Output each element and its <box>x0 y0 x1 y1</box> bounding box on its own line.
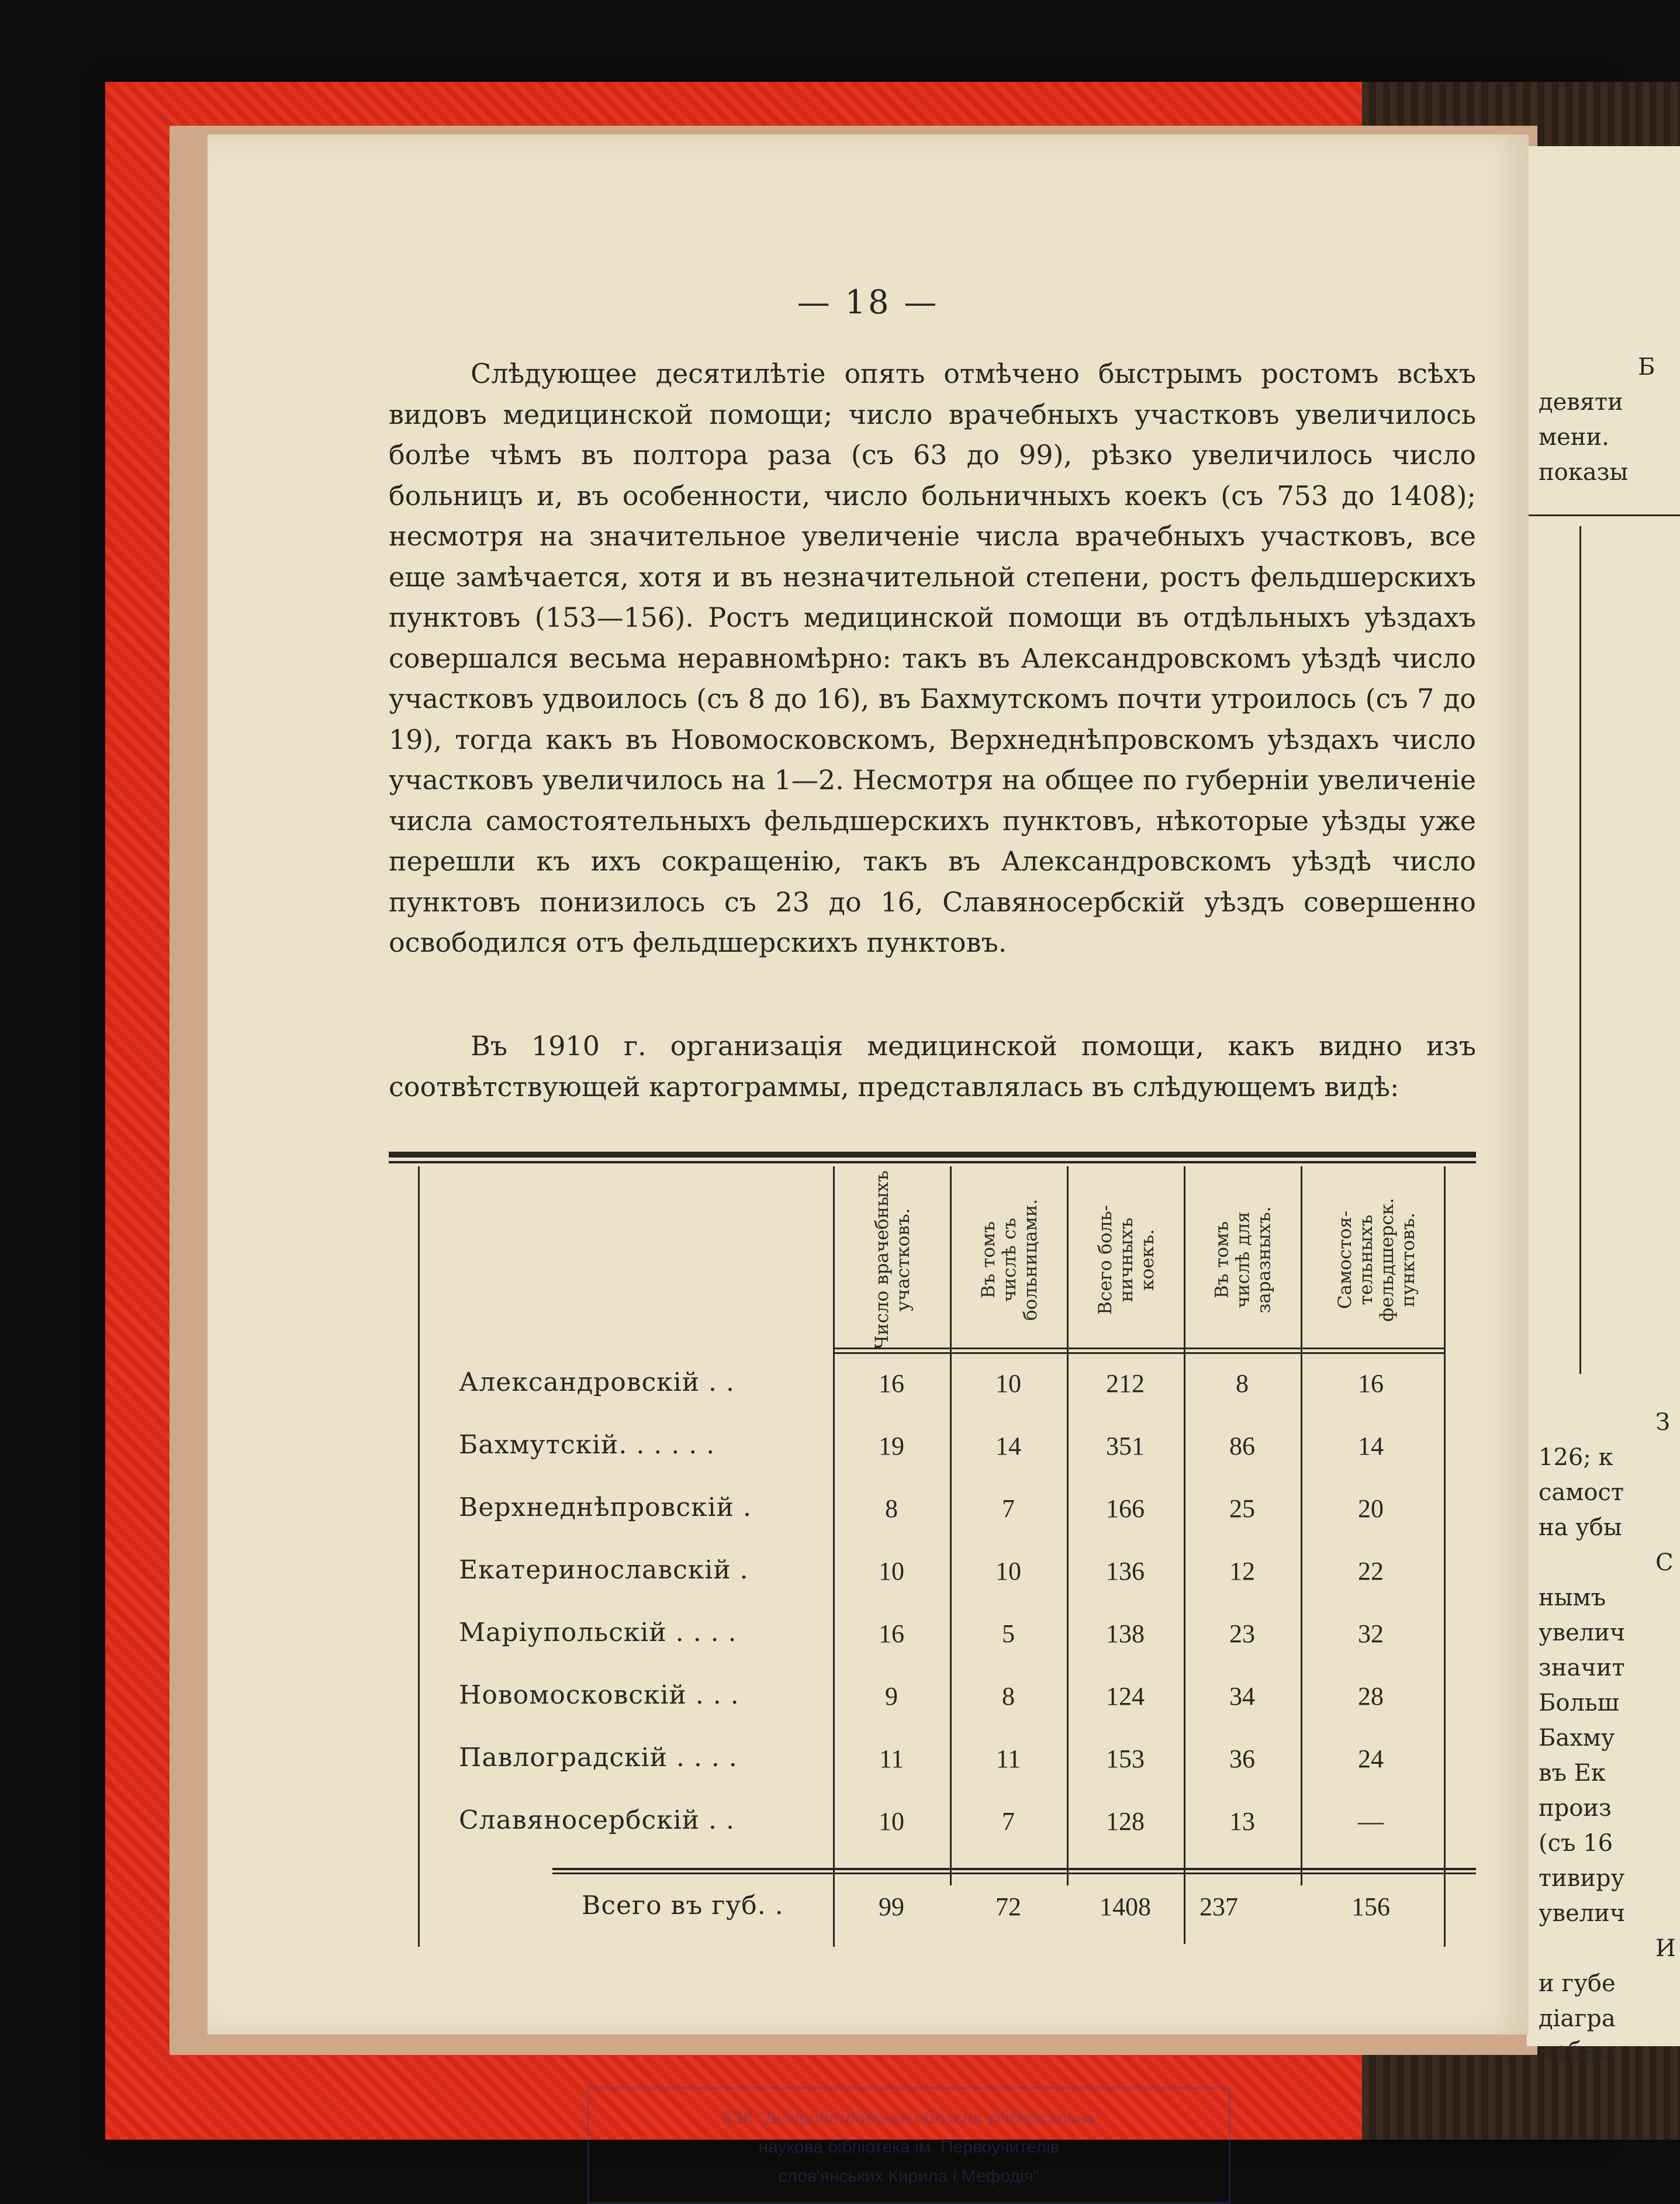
cell: — <box>1358 1807 1384 1836</box>
column-header-hospital-beds: Всего боль- ничныхъ коекъ. <box>1095 1205 1158 1315</box>
cell: 16 <box>1358 1369 1384 1398</box>
book-page <box>208 134 1529 2186</box>
header-rule <box>833 1348 1444 1349</box>
cell: 11 <box>879 1744 904 1773</box>
cell: 10 <box>879 1557 904 1585</box>
column-header-infectious-beds: Въ томъ числѣ для заразныхъ. <box>1212 1206 1275 1314</box>
right-line: чебны <box>1539 2037 1616 2064</box>
right-line: девяти <box>1539 389 1623 416</box>
district-name: Маріупольскій . . . . <box>459 1618 737 1647</box>
cell: 19 <box>879 1432 904 1460</box>
right-line: Больш <box>1539 1690 1619 1716</box>
cell: 9 <box>885 1682 898 1711</box>
cell: 8 <box>885 1494 898 1523</box>
right-line: нымъ <box>1539 1584 1606 1611</box>
library-stamp <box>587 2087 1230 2204</box>
cell: 25 <box>1229 1494 1255 1523</box>
page-number: — 18 — <box>797 284 939 322</box>
cell: 124 <box>1106 1682 1145 1711</box>
cell: 10 <box>995 1369 1021 1398</box>
right-line: увелич <box>1539 1619 1626 1646</box>
cell: 28 <box>1358 1682 1384 1711</box>
table-row <box>389 1416 1476 1478</box>
cell: 136 <box>1106 1557 1145 1585</box>
stamp-line: КЗК "Дніпропетровська обласна універсальна <box>723 2108 1095 2127</box>
cell: 23 <box>1229 1619 1255 1648</box>
cell: 7 <box>1002 1807 1015 1836</box>
paragraph: Въ 1910 г. организація медицинской помощи, какъ видно изъ соотвѣтствующей картограммы, представлялась въ слѣдующемъ видѣ: <box>389 1030 1476 1103</box>
district-name: Верхнеднѣпровскій . <box>459 1493 752 1522</box>
cell: 8 <box>1236 1369 1249 1398</box>
right-table-border <box>1579 526 1581 1374</box>
right-line: на убы <box>1539 1514 1622 1541</box>
cell: 212 <box>1106 1369 1145 1398</box>
cell: 36 <box>1229 1744 1255 1773</box>
cell: 24 <box>1358 1744 1384 1773</box>
right-line: діагра <box>1539 2005 1616 2032</box>
total-rule <box>552 1868 1476 1870</box>
right-line: мени. <box>1539 424 1609 451</box>
medical-care-table <box>389 1152 1476 1947</box>
district-name: Александровскій . . <box>459 1367 735 1397</box>
total-label: Всего въ губ. . <box>582 1891 784 1920</box>
total-cell: 99 <box>879 1892 904 1921</box>
cell: 34 <box>1229 1682 1255 1711</box>
table-row <box>389 1604 1476 1666</box>
right-line: З <box>1655 1409 1670 1436</box>
paragraph: Слѣдующее десятилѣтіе опять отмѣчено быстрымъ ростомъ всѣхъ видовъ медицинской помощи; число врачебныхъ участковъ увеличилось болѣе чѣмъ въ полтора раза (съ 63 до 99), рѣзко увеличилось число больницъ и, въ особенности, число больничныхъ коекъ (съ 753 до 1408); несмотря на значительное увеличеніе числа врачебныхъ участковъ, все еще замѣчается, хотя и въ незначительной степени, ростъ фельдшерскихъ пунктовъ (153—156). Ростъ медицинской помощи въ отдѣльныхъ уѣздахъ совершался весьма неравномѣрно: такъ въ Александровскомъ уѣздѣ число участковъ удвоилось (съ 8 до 16), въ Бахмутскомъ почти утроилось (съ 7 до 19), тогда какъ въ Новомосковскомъ, Верхнеднѣпровскомъ уѣздахъ число участковъ увеличилось на 1—2. Несмотря на общее по губерніи увеличеніе числа самостоятельныхъ фельдшерскихъ пунктовъ, нѣкоторые уѣзды уже перешли къ ихъ сокращенію, такъ въ Александровскомъ уѣздѣ число пунктовъ понизилось съ 23 до 16, Славяносербскій уѣздъ совершенно освободился отъ фельдшерскихъ пунктовъ. <box>389 358 1476 958</box>
total-rule <box>552 1873 1476 1874</box>
right-line: самост <box>1539 1479 1624 1506</box>
right-line: Бахму <box>1539 1725 1615 1752</box>
total-cell: 156 <box>1351 1892 1390 1921</box>
table-row <box>389 1541 1476 1604</box>
district-name: Екатеринославскій . <box>459 1555 749 1585</box>
cell: 11 <box>995 1744 1021 1773</box>
cell: 5 <box>1002 1619 1015 1648</box>
column-header-feldsher-points: Самостоя- тельныхъ фельдшерск. пунктовъ. <box>1335 1198 1419 1322</box>
right-line: значит <box>1539 1654 1625 1681</box>
table-row <box>389 1791 1476 1854</box>
cell: 166 <box>1106 1494 1145 1523</box>
cell: 153 <box>1106 1744 1145 1773</box>
column-header-with-hospitals: Въ томъ числѣ съ больницами. <box>978 1198 1041 1321</box>
cell: 13 <box>1229 1807 1255 1836</box>
district-name: Бахмутскій. . . . . . <box>459 1430 715 1460</box>
right-line: произ <box>1539 1795 1612 1822</box>
table-row <box>389 1353 1476 1416</box>
right-page-fragment <box>1527 146 1680 2064</box>
right-line: показы <box>1539 459 1629 486</box>
cell: 7 <box>1002 1494 1015 1523</box>
cell: 138 <box>1106 1619 1145 1648</box>
cell: 86 <box>1229 1432 1255 1460</box>
total-cell: 237 <box>1199 1892 1238 1921</box>
cell: 16 <box>879 1619 904 1648</box>
cell: 14 <box>1358 1432 1384 1460</box>
cell: 32 <box>1358 1619 1384 1648</box>
right-line: въ Ек <box>1539 1760 1606 1787</box>
cell: 10 <box>879 1807 904 1836</box>
stamp-line: слов'янських Кирила і Мефодія" <box>778 2167 1040 2186</box>
right-line: Б <box>1638 354 1655 381</box>
table-top-rule <box>389 1161 1476 1163</box>
district-name: Павлоградскій . . . . <box>459 1743 738 1773</box>
right-line: 126; к <box>1539 1444 1613 1471</box>
cell: 12 <box>1229 1557 1255 1585</box>
cell: 14 <box>995 1432 1021 1460</box>
total-cell: 72 <box>995 1892 1021 1921</box>
right-line: С <box>1655 1549 1674 1576</box>
cell: 128 <box>1106 1807 1145 1836</box>
cell: 22 <box>1358 1557 1384 1585</box>
right-table-rule <box>1527 514 1680 516</box>
cell: 10 <box>995 1557 1021 1585</box>
table-row <box>389 1478 1476 1541</box>
district-name: Новомосковскій . . . <box>459 1680 739 1710</box>
cell: 16 <box>879 1369 904 1398</box>
right-line: и губе <box>1539 1970 1616 1997</box>
right-line: тивиру <box>1539 1865 1625 1892</box>
stamp-line: наукова бібліотека ім. Первоучителів <box>758 2137 1060 2157</box>
total-cell: 1408 <box>1100 1892 1151 1921</box>
column-header-doctor-districts: Число врачебныхъ участковъ. <box>872 1170 914 1350</box>
table-row <box>389 1666 1476 1729</box>
right-line: (съ 16 <box>1539 1830 1613 1857</box>
district-name: Славяносербскій . . <box>459 1805 735 1835</box>
table-row <box>389 1729 1476 1791</box>
cell: 351 <box>1106 1432 1145 1460</box>
total-row <box>389 1877 1476 1939</box>
table-top-rule <box>389 1152 1476 1158</box>
cell: 8 <box>1002 1682 1015 1711</box>
cell: 20 <box>1358 1494 1384 1523</box>
right-line: И <box>1655 1935 1676 1962</box>
right-line: увелич <box>1539 1900 1626 1927</box>
